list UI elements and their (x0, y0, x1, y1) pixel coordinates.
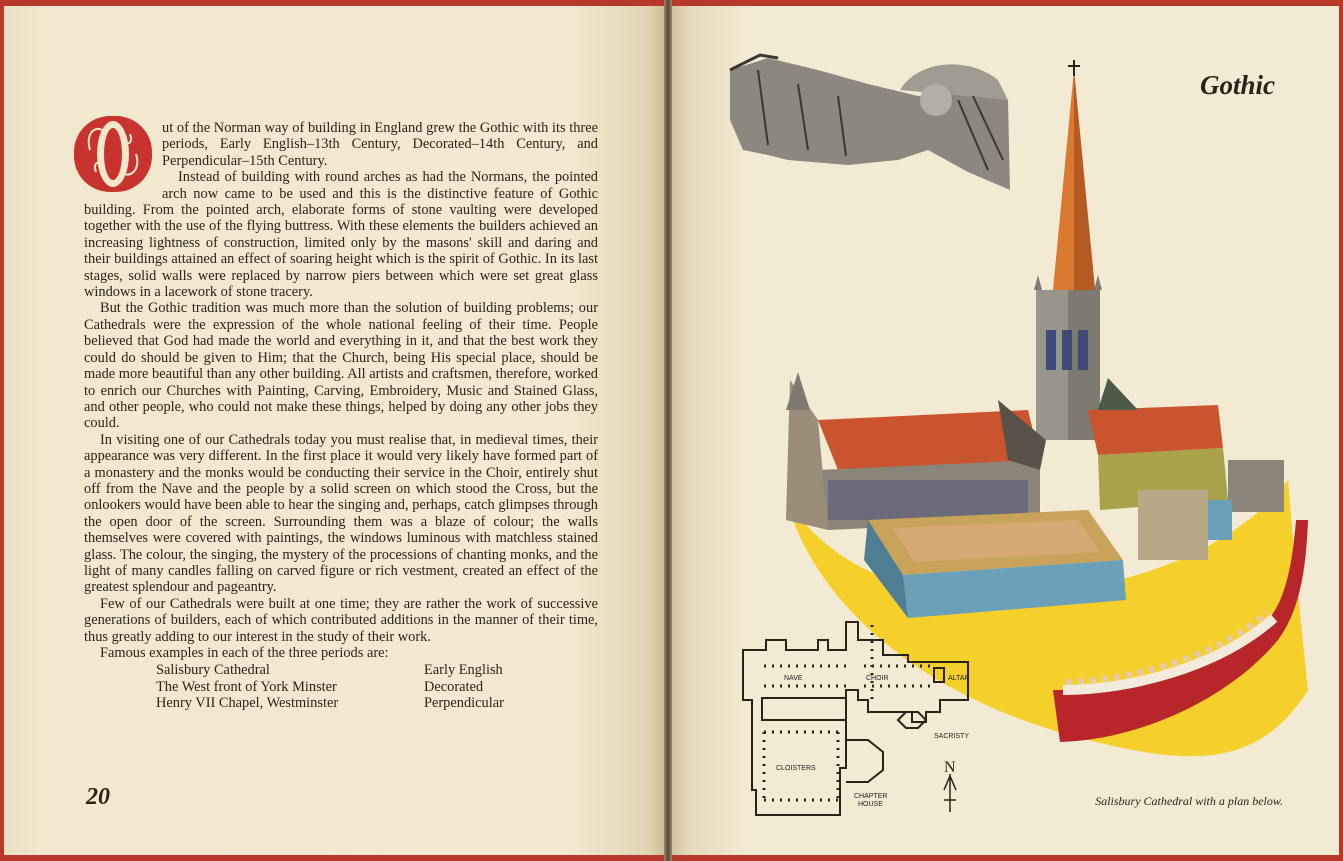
spire-icon (1034, 60, 1102, 440)
plan-inner-block (762, 698, 846, 720)
paragraph-3: But the Gothic tradition was much more than the solution of building problems; our Cathedrals were the expression of the whole national feeling of their time. People believed that God had made the world and everything in it, and that the best work they could do should be given to Him; that the Church, being His special place, should be made more beautiful than any other building. All artists and craftsmen, therefore, worked to enrich our Churches with Painting, Carving, Embroidery, Music and Stained Glass, and other people, who could not make these things, helped by doing any other jobs they could. (84, 300, 598, 432)
plan-label-nave: NAVE (784, 675, 803, 682)
plan-chapter-house (846, 740, 883, 782)
paragraph-5: Few of our Cathedrals were built at one time; they are rather the work of successive generations of builders, each of which contributed additions in the manner of their time, thus greatly adding to our interest in the study of their work. (84, 595, 598, 645)
example-row (84, 679, 598, 695)
plan-label-chapter: CHAPTER (854, 793, 888, 800)
angel-icon (730, 55, 1010, 190)
plan-label-house: HOUSE (858, 801, 883, 808)
example-period: Decorated (424, 678, 484, 695)
paragraph-2: Instead of building with round arches as had the Normans, the pointed arch now came to be used and this is the distinctive feature of Gothic building. From the pointed arch, elaborate forms of stone vaulting were developed together with the use of the flying buttress. With these elements the builders achieved an increasing lightness of construction, limited only by the masons' skill and daring and their buildings attained an effect of soaring height which is the spirit of Gothic. In its last stages, solid walls were replaced by narrow piers between which were set great glass windows in a lacework of stone tracery. (84, 169, 598, 301)
plan-label-altar: ALTAR (948, 675, 970, 682)
plan-label-choir: CHOIR (866, 675, 889, 682)
north-label: N (944, 759, 956, 776)
chapter-title: Gothic (1199, 70, 1275, 100)
article-body (84, 120, 598, 712)
north-arrow-icon (944, 759, 956, 812)
page-number: 20 (86, 784, 110, 810)
examples-list (84, 662, 598, 711)
example-name: The West front of York Minster (156, 678, 337, 695)
paragraph-1: ut of the Norman way of building in England grew the Gothic with its three periods, Early English–13th Century, Decorated–14th Century, and Perpendicular–15th Century. (162, 120, 598, 169)
example-row (84, 695, 598, 711)
cloisters-icon (864, 510, 1126, 618)
example-period: Perpendicular (424, 695, 504, 712)
plan-label-sacristy: SACRISTY (934, 733, 970, 740)
cathedral-illustration (668, 0, 1339, 861)
example-period: Early English (424, 662, 503, 679)
plan-label-cloisters: CLOISTERS (776, 765, 816, 772)
example-name: Salisbury Cathedral (156, 662, 270, 679)
example-row (84, 662, 598, 678)
paragraph-4: In visiting one of our Cathedrals today you must realise that, in medieval times, their appearance was very different. In the first place it would very likely have formed part of a monastery and the monks would be conducting their service in the Choir, entirely shut off from the Nave and the people by a solid screen on which stood the Cross, but the onlookers would have been able to hear the singing and, perhaps, catch glimpses through the open door of the screen. Surrounding them was a blaze of colour; the walls themselves were covered with paintings, the windows luminous with matchless stained glass. The colour, the singing, the mystery of the processions of chanting monks, and the light of many candles falling on carved figure or rich vestment, created an effect of the greatest splendour and pageantry. (84, 431, 598, 596)
example-name: Henry VII Chapel, Westminster (156, 695, 339, 712)
paragraph-6: Famous examples in each of the three periods are: (100, 645, 389, 661)
illustration-caption: Salisbury Cathedral with a plan below. (1095, 794, 1283, 808)
